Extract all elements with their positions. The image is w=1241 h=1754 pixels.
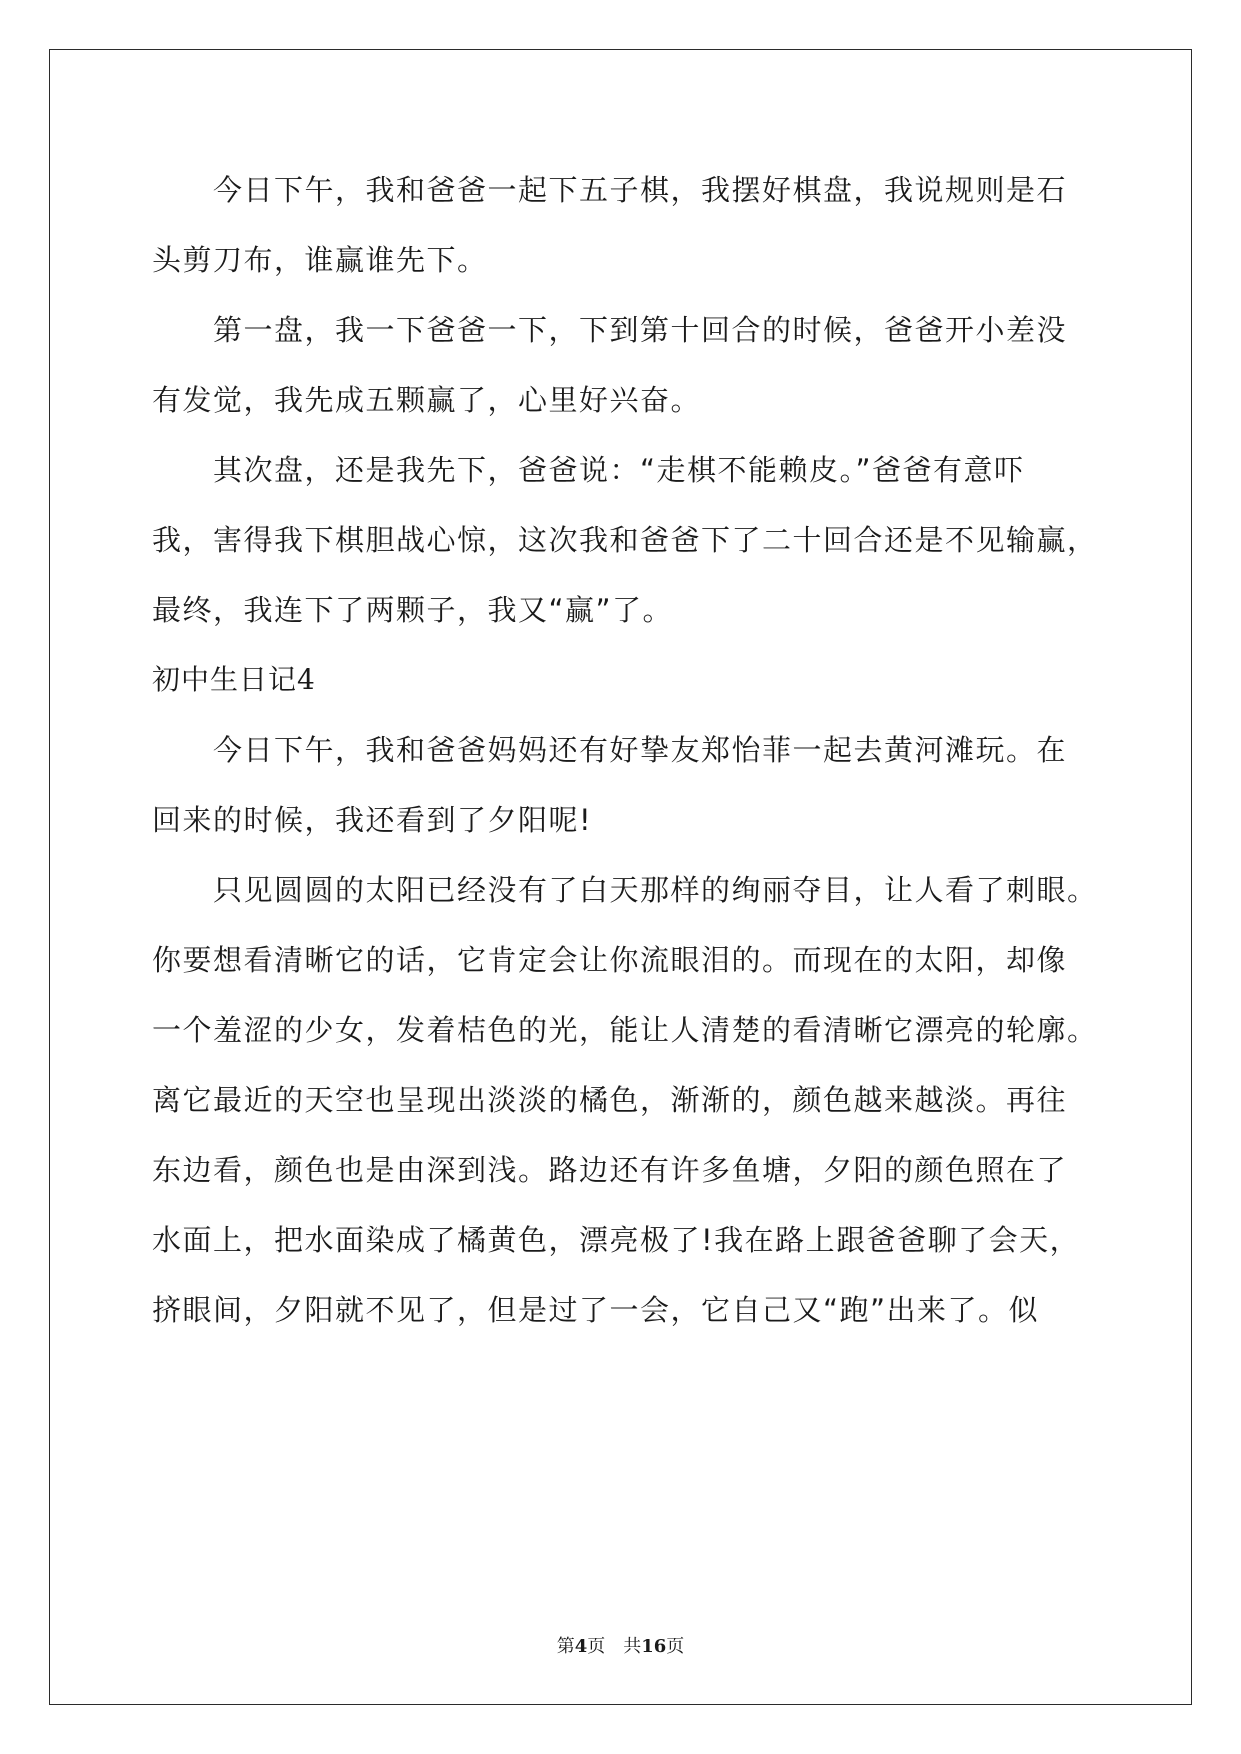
text-line: 东边看，颜色也是由深到浅。路边还有许多鱼塘，夕阳的颜色照在了 <box>152 1153 1068 1187</box>
text-line: 回来的时候，我还看到了夕阳呢! <box>152 803 593 837</box>
diary-body-part1 <box>152 155 1112 645</box>
text-line: 只见圆圆的太阳已经没有了白天那样的绚丽夺目，让人看了刺眼。 <box>152 873 1098 907</box>
text-line: 头剪刀布，谁赢谁先下。 <box>152 243 488 277</box>
text-line: 离它最近的天空也呈现出淡淡的橘色，渐渐的，颜色越来越淡。再往 <box>152 1083 1068 1117</box>
text-line: 最终，我连下了两颗子，我又“赢”了。 <box>152 593 674 627</box>
current-page-number: 4 <box>574 1636 588 1657</box>
text-line: 一个羞涩的少女，发着桔色的光，能让人清楚的看清晰它漂亮的轮廓。 <box>152 1013 1098 1047</box>
footer-suffix: 页 <box>666 1636 685 1657</box>
section-heading: 初中生日记4 <box>152 663 316 696</box>
text-line: 今日下午，我和爸爸一起下五子棋，我摆好棋盘，我说规则是石 <box>152 173 1068 207</box>
text-line: 有发觉，我先成五颗赢了，心里好兴奋。 <box>152 383 702 417</box>
footer-prefix: 第 <box>556 1636 575 1657</box>
page-number-footer <box>0 1632 1241 1658</box>
text-line: 其次盘，还是我先下，爸爸说：“走棋不能赖皮。”爸爸有意吓 <box>152 453 1025 487</box>
text-line: 你要想看清晰它的话，它肯定会让你流眼泪的。而现在的太阳，却像 <box>152 943 1068 977</box>
text-line: 我，害得我下棋胆战心惊，这次我和爸爸下了二十回合还是不见输赢， <box>152 523 1098 557</box>
text-line: 第一盘，我一下爸爸一下，下到第十回合的时候，爸爸开小差没 <box>152 313 1068 347</box>
total-page-number: 16 <box>641 1636 667 1657</box>
diary-body-part2 <box>152 715 1112 1345</box>
text-line: 今日下午，我和爸爸妈妈还有好挚友郑怡菲一起去黄河滩玩。在 <box>152 733 1068 767</box>
text-line: 挤眼间，夕阳就不见了，但是过了一会，它自己又“跑”出来了。似 <box>152 1293 1040 1327</box>
footer-mid: 页 共 <box>587 1636 642 1657</box>
text-line: 水面上，把水面染成了橘黄色，漂亮极了!我在路上跟爸爸聊了会天， <box>152 1223 1081 1257</box>
